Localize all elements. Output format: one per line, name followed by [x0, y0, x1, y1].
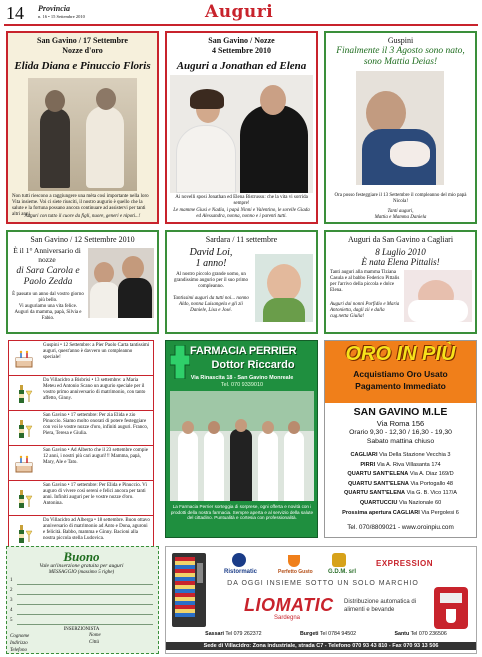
farmacia-ad — [165, 340, 318, 538]
phone-burgeti: Burgeti Tel 0784 94502 — [299, 631, 357, 637]
wish-text: Da Villacidro a Bisbrisi • 13 settembre: a Maria Meteu ed Antonio Scano un augurio speciale per il vostro primo anniversario di matrimonio, con tanto affetto, Ginny. — [43, 378, 146, 401]
farmacia-footer: La Farmacia Perrier sorteggia di sorprese, ogni offerta e novità con i prodotti della nostra farmacia. Sempre aperta e al servizio della salute del cittadino. Puntualità e cortesia con professionalità. — [170, 504, 314, 521]
champagne-icon — [13, 523, 35, 545]
card-names: Elida Diana e Pinuccio Floris — [14, 60, 151, 72]
vending-machine-icon — [172, 553, 206, 627]
field-telefono[interactable]: Telefono — [10, 648, 28, 653]
card-signature: Auguri con tutto il cuore da figli, nuore, generi e nipoti...! — [24, 214, 141, 219]
card-text: Ora posso festeggiare il 13 Settembre il compleanno del mio papà Nicola! — [334, 193, 467, 204]
card-signature: Tantissimi auguri da tutti noi... nonno Aldo, nonna Luisangela e gli zii Daniele, Lisa e José. — [173, 296, 249, 313]
branch-row: Prossima apertura CAGLIARI Via Pergolesi 6 — [342, 509, 459, 516]
oro-city: SAN GAVINO M.LE — [353, 406, 448, 418]
coffee-machine-icon — [434, 587, 468, 629]
brand-ristormatic: Ristormatic — [224, 569, 258, 575]
coupon-form: Buono Vale un'inserzione gratuita per auguri MESSAGGIO (massimo 5 righe) 1 2 3 4 5 INSERZIONISTA Cognome Nome Indirizzo Città Telefono — [6, 546, 159, 654]
wish-item — [8, 375, 154, 412]
greeting-card-anniversary — [6, 230, 159, 334]
wish-text: San Gavino • 17 settembre: Per zia Elida e zio Pinuccio. Siamo molto onorati di potere festeggiare con voi le vostre nozze d'oro, infiniti auguri. Franco, Piera, Teresa e Giulia. — [43, 413, 149, 436]
oro-line2: Pagamento Immediato — [355, 381, 446, 391]
oro-title: ORO IN PIÙ — [345, 343, 456, 365]
oro-in-piu-ad — [324, 340, 477, 538]
oro-line1: Acquistiamo Oro Usato — [353, 369, 448, 379]
wish-text: San Gavino • Ad Alberto che il 23 settembre compie 12 anni, i nostri più cari auguri!!! Mamma, papà, Mary, Ale e Tato. — [43, 448, 148, 465]
field-citta[interactable]: Città — [89, 640, 100, 645]
header-rule — [4, 24, 478, 26]
oro-branches — [327, 451, 474, 518]
brand-logo: Provincia — [38, 4, 70, 13]
card-heading: Sardara / 11 settembre — [205, 235, 278, 244]
field-cognome[interactable]: Cognome — [10, 634, 30, 639]
coupon-title: Buono — [63, 549, 100, 564]
staff-photo — [170, 391, 314, 501]
wedding-photo — [170, 75, 313, 193]
page-number: 14 — [6, 3, 24, 23]
message-line[interactable] — [17, 624, 153, 625]
message-line[interactable] — [17, 584, 153, 585]
field-nome[interactable]: Nome — [89, 633, 101, 638]
champagne-icon — [13, 418, 35, 440]
liomatic-region: Sardegna — [274, 615, 301, 621]
branch-row: QUARTUCCIU Via Nazionale 60 — [359, 499, 442, 506]
phone-santu: Santu Tel 070 236506 — [394, 631, 447, 637]
card-heading: Auguri da San Gavino a Cagliari — [347, 235, 454, 244]
cake-icon — [13, 348, 35, 370]
cake-icon — [13, 453, 35, 475]
coupon-subtitle: Vale un'inserzione gratuita per auguri — [39, 563, 124, 569]
greeting-card-birth — [324, 31, 477, 224]
card-heading: Guspini — [387, 36, 414, 45]
brand-expression: EXPRESSION — [376, 559, 434, 568]
farmacia-name: FARMACIA PERRIER — [190, 345, 297, 357]
liomatic-ad — [165, 546, 477, 654]
farmacia-address: Via Rinascita 18 - San Gavino Monreale — [190, 375, 294, 381]
branch-row: QUARTU SANT'ELENA Via G. B. Vico 117/A — [344, 490, 457, 497]
phones-row — [186, 631, 466, 637]
card-title: 8 Luglio 2010 È nata Elena Pittalis! — [361, 247, 440, 267]
card-names: di Sara Carola e Paolo Zedda — [16, 266, 80, 287]
oro-days: Sabato mattina chiuso — [366, 438, 435, 445]
oro-hours: Orario 9,30 - 12,30 / 16,30 - 19,30 — [349, 429, 452, 436]
greeting-card-first-birthday — [165, 230, 318, 334]
oro-street: Via Roma 156 — [376, 419, 425, 428]
branch-row: QUARTU SANT'ELENA Via Portogallo 48 — [347, 480, 454, 487]
liomatic-logo: LIOMATIC — [244, 595, 334, 615]
field-indirizzo[interactable]: Indirizzo — [10, 641, 28, 646]
branch-row: PIRRI Via A. Riva Villasanta 174 — [360, 461, 441, 468]
wish-item — [8, 340, 154, 377]
greeting-card-golden-wedding — [6, 31, 159, 224]
cross-icon — [170, 345, 190, 379]
newborn-photo — [404, 270, 472, 322]
branch-row: CAGLIARI Via Della Stazione Vecchia 3 — [350, 452, 451, 458]
gdm-icon — [332, 553, 346, 567]
liomatic-tagline: Distribuzione automatica di alimenti e bevande — [344, 599, 417, 613]
card-title: David Loi, 1 anno! — [189, 247, 233, 269]
message-line[interactable] — [17, 604, 153, 605]
wish-item — [8, 410, 154, 447]
wish-text: Da Villacidro ad Alberga • 18 settembre. Buon ottavo anniversario di matrimonio ad Anto e Dona, aguroni e felicità. Babbo, mamma e Ginny. Bacioni alla nostra piccola stella Ludovica. — [43, 518, 150, 541]
brand-perfetto: Perfetto Gusto — [278, 569, 313, 575]
section-title: Auguri — [205, 2, 274, 22]
greeting-card-wedding — [165, 31, 318, 224]
farmacia-phone: Tel. 070 9339010 — [220, 382, 264, 388]
wish-item — [8, 445, 154, 482]
card-text: Tanti auguri alla mamma Tiziana Casula e al babbo Federico Pittalis per l'arrivo della piccola e dolce Elena. — [330, 270, 400, 293]
brand-gdm: G.D.M. srl — [328, 569, 357, 575]
card-heading: San Gavino / Nozze 4 Settembre 2010 — [208, 36, 275, 55]
card-text: Non tutti riescono a raggiungere una mèta così importante nella loro Vita insieme. Voi ci siete riusciti, il nostro augurio è quello che la salute e la fortuna possano ancora continuare ad assistervi per tanti altri anni. — [12, 194, 149, 217]
card-title: Finalmente il 3 Agosto sono nato, sono Mattia Deias! — [336, 46, 465, 67]
greeting-card-newborn — [324, 230, 477, 334]
coupon-message-label: MESSAGGIO (massimo 5 righe) — [48, 570, 115, 575]
farmacia-doctor: Dottor Riccardo — [211, 359, 295, 371]
card-text: È passato un anno dal vostro giorno più bello. Vi auguriamo una vita felice. Auguri da mamma, papà, Silvia e Fabio. — [12, 292, 84, 321]
wish-text: Guspini • 12 Settembre: a Pier Paolo Carta tantissimi auguri, quest'anno è davvero un compleanno speciale! — [43, 343, 150, 360]
issue-label: n. 16 • 15 Settembre 2010 — [38, 14, 85, 19]
message-line[interactable] — [17, 594, 153, 595]
card-heading: San Gavino / 12 Settembre 2010 — [30, 235, 135, 244]
ristormatic-icon — [232, 553, 246, 567]
ad-footer: Sede di Villacidro: Zona industriale, strada C7 - Telefono 070 93 43 810 - Fax 070 93 13 506 — [166, 642, 476, 650]
card-signature: Tanti auguri, Mattia e Mamma Daniela — [374, 209, 427, 220]
inserzionista-label: INSERZIONISTA — [63, 627, 100, 632]
branch-row: QUARTU SANT'ELENA Via A. Diaz 169/D — [347, 471, 454, 478]
father-baby-photo — [356, 71, 444, 185]
phone-sassari: Sassari Tel 079 262372 — [205, 631, 262, 637]
baby-photo — [255, 254, 313, 322]
card-subtitle: È il 1° Anniversario di nozze — [13, 246, 81, 264]
card-signature: Auguri dai nonni Porfidio e Maria Antonietta, dagli zii e dalla cug.netta Giulia! — [330, 302, 400, 319]
cup-icon — [288, 555, 300, 567]
card-signature: Le mamme Giusi e Nadia, i papà Ninni e Valentino, le sorelle Giada ed Alessandra, nonna, nonno e i parenti tutti. — [173, 208, 310, 219]
card-heading: San Gavino / 17 Settembre Nozze d'oro — [37, 36, 128, 55]
card-text: Ai novelli sposi Jonathan ed Elena Bistrussu: che la vita vi sorrida sempre! — [175, 195, 308, 206]
slogan: DA OGGI INSIEME SOTTO UN SOLO MARCHIO — [227, 580, 419, 587]
message-line[interactable] — [17, 614, 153, 615]
wish-text: San Gavino • 17 settembre: Per Elida e Pinuccio. Vi auguro di vivere così sereni e felici ancora per tanti anni. Infiniti auguri per le vostre nozze d'oro. Antonina. — [43, 483, 147, 506]
oro-contact: Tel. 070/8809021 - www.oroinpiu.com — [347, 524, 454, 531]
card-text: Al nostro piccolo grande uomo, un grandissimo augurio per il suo primo compleanno. — [173, 272, 249, 289]
wish-item — [8, 480, 154, 517]
card-names: Auguri a Jonathan ed Elena — [176, 60, 307, 72]
couple-photo — [28, 78, 137, 191]
champagne-icon — [13, 488, 35, 510]
couple-photo — [88, 248, 154, 318]
champagne-icon — [13, 383, 35, 405]
